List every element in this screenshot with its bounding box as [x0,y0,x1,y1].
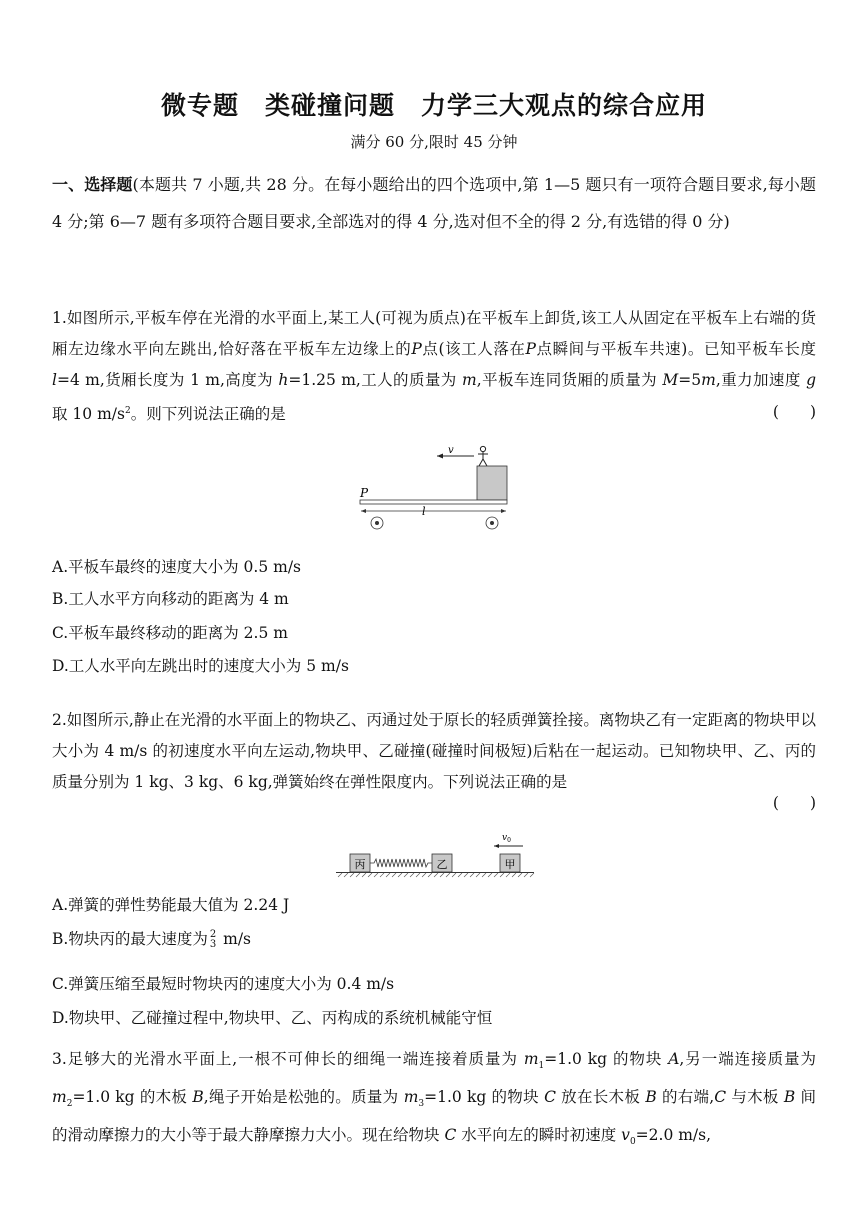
question-1-answer-bracket: ( ) [772,403,816,421]
velocity-label: v [448,445,454,456]
block-bing-label: 丙 [354,858,366,871]
question-1-option-a: A.平板车最终的速度大小为 0.5 m/s [52,558,301,576]
question-1-option-b: B.工人水平方向移动的距离为 4 m [52,590,289,608]
cargo-box [477,466,507,500]
question-2-option-a: A.弹簧的弹性势能最大值为 2.24 J [52,896,290,914]
question-1-option-d: D.工人水平向左跳出时的速度大小为 5 m/s [52,657,349,675]
question-2-text: 2.如图所示,静止在光滑的水平面上的物块乙、丙通过处于原长的轻质弹簧拴接。离物块乙有一定距离的物块甲以大小为 4 m/s 的初速度水平向左运动,物块甲、乙碰撞(碰撞时间极短)后粘在一起运动。已知物块甲、乙、丙的质量分别为 1 kg、3 kg、6 kg,弹簧始终在弹性限度内。下列说法正确的是 [52,711,816,791]
section-heading: 一、选择题 [52,175,133,194]
question-2-option-d: D.物块甲、乙碰撞过程中,物块甲、乙、丙构成的系统机械能守恒 [52,1009,493,1027]
question-1-text: 1.如图所示,平板车停在光滑的水平面上,某工人(可视为质点)在平板车上卸货,该工人从固定在平板车上右端的货厢左边缘水平向左跳出,恰好落在平板车左边缘上的P点(该工人落在P点瞬间与平板车共速)。已知平板车长度 l=4 m,货厢长度为 1 m,高度为 h=1.25 m,工人的质量为 m,平板车连同货厢的质量为 M=5m,重力加速度 g 取 10 $m/s^2$。则下列说法正确的是 [52,309,817,424]
spring [370,859,432,867]
question-1-option-c: C.平板车最终移动的距离为 2.5 m [52,624,288,642]
block-yi-label: 乙 [436,858,448,871]
question-2-figure [334,828,536,880]
question-2-option-b: B.物块丙的最大速度为 2 3 m/s [52,929,252,950]
section-instructions [52,166,816,240]
page-subtitle: 满分 60 分,限时 45 分钟 [350,133,518,151]
v0-label: $v_0$ [502,833,511,844]
flatbed-platform [360,500,507,504]
question-2-option-c: C.弹簧压缩至最短时物块丙的速度大小为 0.4 m/s [52,975,395,993]
section-instructions-text: (本题共 7 小题,共 28 分。在每小题给出的四个选项中,第 1—5 题只有一项符合题目要求,每小题 4 分;第 6—7 题有多项符合题目要求,全部选对的得 4 分,选对但不全的得 2 分,有选错的得 0 分) [52,175,816,231]
page-title: 微专题 类碰撞问题 力学三大观点的综合应用 [160,91,707,120]
fraction-two-thirds: 2 3 [209,929,217,950]
question-3-text: 3.足够大的光滑水平面上,一根不可伸长的细绳一端连接着质量为 $m_1=1.0$ kg 的物块 A,另一端连接质量为 $m_2=1.0$ kg 的木板 B,绳子开始是松弛的。质量为 $m_3=1.0$ kg 的物块 C 放在长木板 B 的右端,C 与木板 B 间的滑动摩擦力的大小等于最大静摩擦力大小。现在给物块 C 水平向左的瞬时初速度 $v_0=2.0$ m/s, [52,1050,817,1148]
block-jia-label: 甲 [504,858,516,871]
ground-hatching [338,873,534,877]
question-2-answer-bracket: ( ) [772,794,816,812]
wheel-icon [371,517,498,529]
question-1-figure [352,440,520,536]
length-label: l [422,505,426,518]
point-p-label: P [360,486,369,500]
worker-icon [478,446,488,466]
